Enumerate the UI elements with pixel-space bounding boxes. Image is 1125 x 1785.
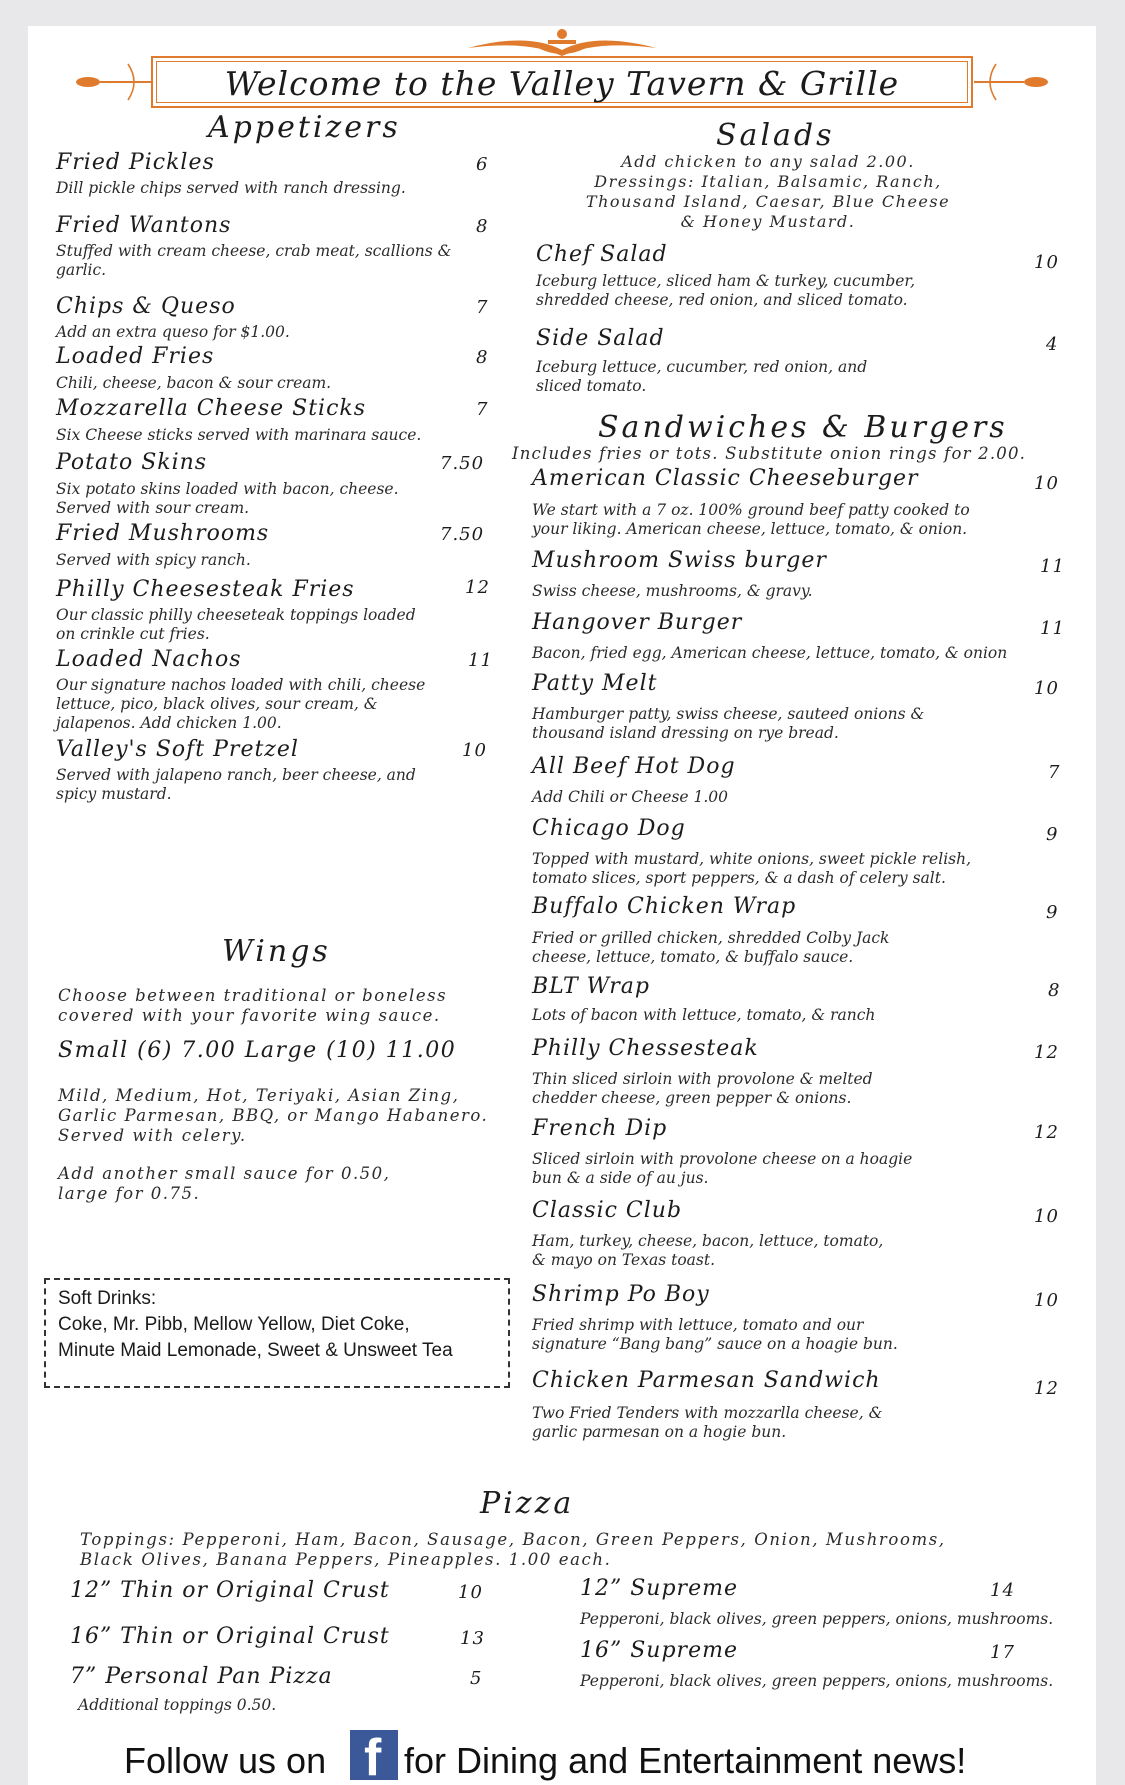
sandwiches-note: Includes fries or tots. Substitute onion rings for 2.00. bbox=[512, 444, 1027, 463]
sandwich-desc: Swiss cheese, mushrooms, & gravy. bbox=[532, 582, 813, 600]
sandwich-desc: Fried or grilled chicken, shredded Colby Jack cheese, lettuce, tomato, & buffalo sauce. bbox=[532, 929, 890, 966]
pizza-name: 16” Supreme bbox=[580, 1638, 738, 1663]
appetizer-name: Philly Cheesesteak Fries bbox=[56, 577, 355, 602]
appetizer-desc: Served with jalapeno ranch, beer cheese, and spicy mustard. bbox=[56, 766, 416, 803]
sandwich-desc: Ham, turkey, cheese, bacon, lettuce, tomato, & mayo on Texas toast. bbox=[532, 1232, 884, 1269]
salad-price: 10 bbox=[1034, 252, 1059, 273]
sandwich-price: 12 bbox=[1034, 1042, 1059, 1063]
appetizer-desc: Stuffed with cream cheese, crab meat, scallions & garlic. bbox=[56, 242, 452, 279]
sandwich-price: 11 bbox=[1040, 618, 1065, 639]
appetizer-name: Valley's Soft Pretzel bbox=[56, 737, 299, 762]
menu-page bbox=[28, 26, 1096, 1785]
soft-drinks-box bbox=[44, 1278, 510, 1388]
appetizer-name: Potato Skins bbox=[56, 450, 208, 475]
sandwich-name: Patty Melt bbox=[532, 671, 658, 696]
soft-drinks-label: Soft Drinks: bbox=[58, 1288, 157, 1309]
sandwich-name: French Dip bbox=[532, 1116, 668, 1141]
sandwich-price: 9 bbox=[1046, 824, 1059, 845]
sandwich-name: BLT Wrap bbox=[532, 974, 650, 999]
pizza-additional: Additional toppings 0.50. bbox=[78, 1696, 277, 1714]
sandwich-price: 10 bbox=[1034, 1206, 1059, 1227]
sandwich-name: Mushroom Swiss burger bbox=[532, 548, 827, 573]
wings-sizes: Small (6) 7.00 Large (10) 11.00 bbox=[58, 1038, 457, 1063]
sandwich-desc: Hamburger patty, swiss cheese, sauteed onions & thousand island dressing on rye bread. bbox=[532, 705, 925, 742]
sandwich-desc: We start with a 7 oz. 100% ground beef patty cooked to your liking. American cheese, lettuce, tomato, & onion. bbox=[532, 501, 970, 538]
sandwich-price: 7 bbox=[1048, 762, 1061, 783]
facebook-icon[interactable]: f bbox=[350, 1730, 398, 1780]
appetizer-name: Mozzarella Cheese Sticks bbox=[56, 396, 367, 421]
wings-title: Wings bbox=[222, 934, 331, 969]
appetizer-name: Chips & Queso bbox=[56, 294, 236, 319]
sandwich-desc: Fried shrimp with lettuce, tomato and our signature “Bang bang” sauce on a hoagie bun. bbox=[532, 1316, 898, 1353]
soft-drinks-line: Coke, Mr. Pibb, Mellow Yellow, Diet Coke, bbox=[58, 1314, 410, 1335]
appetizer-name: Fried Wantons bbox=[56, 213, 232, 238]
sandwich-desc: Two Fried Tenders with mozzarlla cheese, & garlic parmesan on a hogie bun. bbox=[532, 1404, 883, 1441]
appetizer-price: 6 bbox=[476, 154, 489, 175]
sandwich-name: American Classic Cheeseburger bbox=[532, 466, 919, 491]
pizza-toppings: Black Olives, Banana Peppers, Pineapples. 1.00 each. bbox=[80, 1550, 612, 1569]
appetizer-price: 7.50 bbox=[440, 453, 485, 474]
sandwich-price: 10 bbox=[1034, 473, 1059, 494]
sandwich-desc: Add Chili or Cheese 1.00 bbox=[532, 788, 729, 806]
sandwich-price: 8 bbox=[1048, 980, 1061, 1001]
footer-text-after: for Dining and Entertainment news! bbox=[404, 1740, 967, 1781]
pizza-name: 12” Thin or Original Crust bbox=[70, 1578, 390, 1603]
pizza-price: 17 bbox=[990, 1642, 1015, 1663]
pizza-name: 16” Thin or Original Crust bbox=[70, 1624, 390, 1649]
banner-frame bbox=[151, 56, 973, 108]
appetizer-price: 7 bbox=[476, 399, 489, 420]
pizza-price: 14 bbox=[990, 1580, 1015, 1601]
pizza-title: Pizza bbox=[480, 1486, 575, 1521]
appetizer-price: 8 bbox=[476, 216, 489, 237]
appetizer-name: Loaded Nachos bbox=[56, 647, 242, 672]
sandwich-price: 12 bbox=[1034, 1378, 1059, 1399]
appetizer-desc: Chili, cheese, bacon & sour cream. bbox=[56, 374, 332, 392]
sandwich-name: Classic Club bbox=[532, 1198, 683, 1223]
appetizer-name: Loaded Fries bbox=[56, 344, 215, 369]
sandwich-price: 11 bbox=[1040, 556, 1065, 577]
appetizer-price: 12 bbox=[465, 577, 490, 598]
appetizer-price: 11 bbox=[468, 650, 493, 671]
pizza-price: 5 bbox=[470, 1668, 483, 1689]
footer-banner bbox=[28, 1729, 1096, 1785]
salad-name: Side Salad bbox=[536, 326, 665, 351]
pizza-desc: Pepperoni, black olives, green peppers, onions, mushrooms. bbox=[580, 1672, 1054, 1690]
sandwich-name: All Beef Hot Dog bbox=[532, 754, 736, 779]
page-title: Welcome to the Valley Tavern & Grille bbox=[224, 64, 900, 103]
appetizer-desc: Six potato skins loaded with bacon, cheese. Served with sour cream. bbox=[56, 480, 399, 517]
appetizer-desc: Dill pickle chips served with ranch dressing. bbox=[56, 179, 406, 197]
appetizer-desc: Our signature nachos loaded with chili, cheese lettuce, pico, black olives, sour cream, & jalapenos. Add chicken 1.00. bbox=[56, 676, 426, 732]
soft-drinks-line: Minute Maid Lemonade, Sweet & Unsweet Tea bbox=[58, 1340, 453, 1361]
sandwich-price: 9 bbox=[1046, 902, 1059, 923]
appetizer-price: 7.50 bbox=[440, 524, 485, 545]
salads-title: Salads bbox=[716, 118, 835, 153]
pizza-price: 10 bbox=[458, 1582, 483, 1603]
pizza-toppings: Toppings: Pepperoni, Ham, Bacon, Sausage, Bacon, Green Peppers, Onion, Mushrooms, bbox=[80, 1530, 946, 1549]
pizza-name: 12” Supreme bbox=[580, 1576, 738, 1601]
sandwich-name: Buffalo Chicken Wrap bbox=[532, 894, 797, 919]
salad-price: 4 bbox=[1046, 334, 1059, 355]
sandwich-name: Chicago Dog bbox=[532, 816, 686, 841]
sandwich-name: Shrimp Po Boy bbox=[532, 1282, 710, 1307]
appetizer-price: 10 bbox=[462, 740, 487, 761]
wings-intro: Choose between traditional or boneless covered with your favorite wing sauce. bbox=[58, 986, 448, 1025]
sandwich-price: 10 bbox=[1034, 678, 1059, 699]
sandwich-desc: Bacon, fried egg, American cheese, lettuce, tomato, & onion bbox=[532, 644, 1008, 662]
pizza-desc: Pepperoni, black olives, green peppers, onions, mushrooms. bbox=[580, 1610, 1054, 1628]
salad-desc: Iceburg lettuce, sliced ham & turkey, cucumber, shredded cheese, red onion, and sliced tomato. bbox=[536, 272, 916, 309]
appetizer-desc: Served with spicy ranch. bbox=[56, 551, 251, 569]
appetizer-desc: Six Cheese sticks served with marinara sauce. bbox=[56, 426, 422, 444]
salads-note: Add chicken to any salad 2.00. bbox=[621, 152, 915, 171]
sandwich-desc: Lots of bacon with lettuce, tomato, & ranch bbox=[532, 1006, 876, 1024]
appetizer-desc: Our classic philly cheeseteak toppings loaded on crinkle cut fries. bbox=[56, 606, 416, 643]
wings-addon: Add another small sauce for 0.50, large for 0.75. bbox=[58, 1164, 391, 1203]
sandwich-price: 12 bbox=[1034, 1122, 1059, 1143]
appetizer-price: 7 bbox=[476, 297, 489, 318]
appetizer-price: 8 bbox=[476, 347, 489, 368]
salad-name: Chef Salad bbox=[536, 242, 668, 267]
footer-text-before: Follow us on bbox=[124, 1740, 327, 1781]
sandwich-name: Hangover Burger bbox=[532, 610, 743, 635]
sandwich-name: Philly Chessesteak bbox=[532, 1036, 759, 1061]
appetizers-title: Appetizers bbox=[208, 110, 401, 145]
sandwiches-title: Sandwiches & Burgers bbox=[598, 410, 1008, 445]
wings-sauces: Mild, Medium, Hot, Teriyaki, Asian Zing, Garlic Parmesan, BBQ, or Mango Habanero. Served with celery. bbox=[58, 1086, 489, 1145]
salad-desc: Iceburg lettuce, cucumber, red onion, and sliced tomato. bbox=[536, 358, 868, 395]
salads-note: & Honey Mustard. bbox=[680, 212, 856, 231]
pizza-price: 13 bbox=[460, 1628, 485, 1649]
sandwich-price: 10 bbox=[1034, 1290, 1059, 1311]
sandwich-desc: Sliced sirloin with provolone cheese on a hoagie bun & a side of au jus. bbox=[532, 1150, 913, 1187]
sandwich-desc: Thin sliced sirloin with provolone & melted chedder cheese, green pepper & onions. bbox=[532, 1070, 873, 1107]
pizza-name: 7” Personal Pan Pizza bbox=[70, 1664, 333, 1689]
appetizer-desc: Add an extra queso for $1.00. bbox=[56, 323, 290, 341]
sandwich-desc: Topped with mustard, white onions, sweet pickle relish, tomato slices, sport peppers, & a dash of celery salt. bbox=[532, 850, 972, 887]
salads-note: Thousand Island, Caesar, Blue Cheese bbox=[585, 192, 951, 211]
appetizer-name: Fried Mushrooms bbox=[56, 521, 270, 546]
sandwich-name: Chicken Parmesan Sandwich bbox=[532, 1368, 881, 1393]
appetizer-name: Fried Pickles bbox=[56, 150, 215, 175]
salads-note: Dressings: Italian, Balsamic, Ranch, bbox=[594, 172, 942, 191]
